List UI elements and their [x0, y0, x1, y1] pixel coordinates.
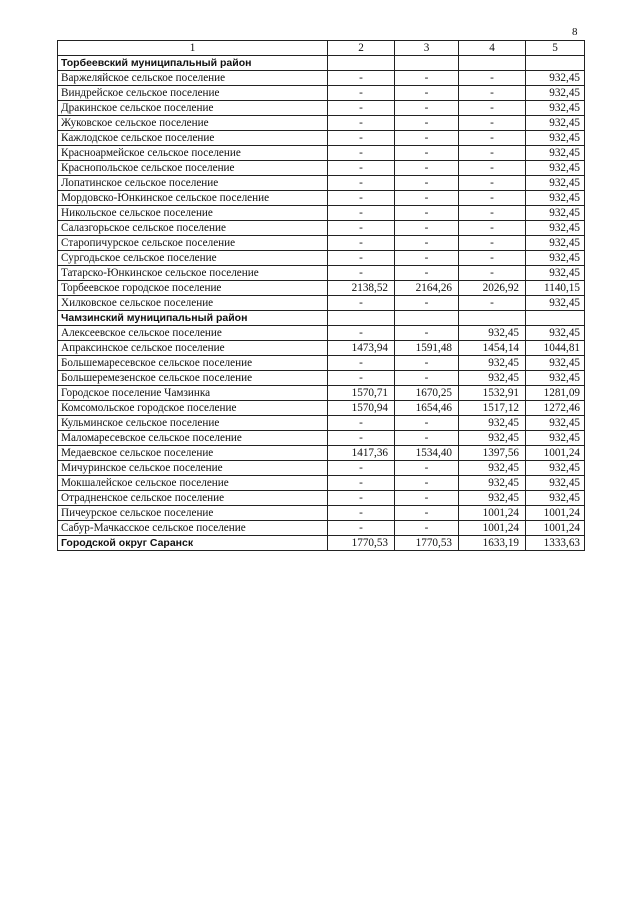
value-cell-col-2 — [328, 56, 395, 71]
settlement-name-cell: Торбеевский муниципальный район — [58, 56, 328, 71]
table-row — [58, 221, 585, 236]
value-cell-col-4: - — [459, 146, 526, 161]
value-cell-col-2: - — [328, 131, 395, 146]
value-cell-col-3: - — [395, 461, 459, 476]
value-cell-col-3 — [395, 311, 459, 326]
value-cell-col-5: 932,45 — [526, 416, 585, 431]
table-row — [58, 386, 585, 401]
rates-table — [57, 40, 585, 551]
value-cell-col-4: 932,45 — [459, 431, 526, 446]
value-cell-col-2: - — [328, 176, 395, 191]
value-cell-col-2: - — [328, 416, 395, 431]
table-body — [58, 41, 585, 551]
value-cell-col-4: - — [459, 266, 526, 281]
value-cell-col-2: 1570,71 — [328, 386, 395, 401]
value-cell-col-2: - — [328, 431, 395, 446]
value-cell-col-3: - — [395, 221, 459, 236]
settlement-name-cell: Городское поселение Чамзинка — [58, 386, 328, 401]
settlement-name-cell: Салазгорьское сельское поселение — [58, 221, 328, 236]
value-cell-col-2: - — [328, 206, 395, 221]
value-cell-col-2 — [328, 311, 395, 326]
value-cell-col-4: 932,45 — [459, 356, 526, 371]
settlement-name-cell: Дракинское сельское поселение — [58, 101, 328, 116]
table-row — [58, 356, 585, 371]
value-cell-col-3: - — [395, 506, 459, 521]
value-cell-col-2: 1570,94 — [328, 401, 395, 416]
settlement-name-cell: Мокшалейское сельское поселение — [58, 476, 328, 491]
value-cell-col-4: 1001,24 — [459, 521, 526, 536]
value-cell-col-5: 932,45 — [526, 116, 585, 131]
value-cell-col-2: - — [328, 296, 395, 311]
value-cell-col-4: - — [459, 131, 526, 146]
value-cell-col-3: - — [395, 356, 459, 371]
table-row — [58, 431, 585, 446]
table-row — [58, 401, 585, 416]
value-cell-col-2: 1473,94 — [328, 341, 395, 356]
value-cell-col-3: - — [395, 176, 459, 191]
value-cell-col-3: 1591,48 — [395, 341, 459, 356]
value-cell-col-4: 932,45 — [459, 461, 526, 476]
value-cell-col-3: - — [395, 161, 459, 176]
value-cell-col-4: - — [459, 86, 526, 101]
table-row — [58, 146, 585, 161]
table-row — [58, 161, 585, 176]
value-cell-col-4: - — [459, 206, 526, 221]
value-cell-col-5: 932,45 — [526, 101, 585, 116]
header-col-5: 5 — [526, 41, 585, 56]
value-cell-col-5 — [526, 56, 585, 71]
table-row — [58, 521, 585, 536]
page-number: 8 — [572, 26, 578, 38]
table-row — [58, 296, 585, 311]
value-cell-col-5: 1140,15 — [526, 281, 585, 296]
value-cell-col-2: - — [328, 146, 395, 161]
settlement-name-cell: Городской округ Саранск — [58, 536, 328, 551]
value-cell-col-5: 932,45 — [526, 371, 585, 386]
table-header-row — [58, 41, 585, 56]
header-col-2: 2 — [328, 41, 395, 56]
value-cell-col-3: - — [395, 236, 459, 251]
value-cell-col-4 — [459, 56, 526, 71]
table-row — [58, 131, 585, 146]
table-row — [58, 251, 585, 266]
settlement-name-cell: Чамзинский муниципальный район — [58, 311, 328, 326]
value-cell-col-5: 932,45 — [526, 461, 585, 476]
settlement-name-cell: Виндрейское сельское поселение — [58, 86, 328, 101]
value-cell-col-4: 2026,92 — [459, 281, 526, 296]
value-cell-col-4 — [459, 311, 526, 326]
table-row — [58, 416, 585, 431]
value-cell-col-2: - — [328, 266, 395, 281]
header-col-3: 3 — [395, 41, 459, 56]
value-cell-col-4: - — [459, 101, 526, 116]
value-cell-col-2: - — [328, 476, 395, 491]
value-cell-col-4: - — [459, 251, 526, 266]
settlement-name-cell: Татарско-Юнкинское сельское поселение — [58, 266, 328, 281]
value-cell-col-3: - — [395, 101, 459, 116]
value-cell-col-4: - — [459, 116, 526, 131]
value-cell-col-2: - — [328, 86, 395, 101]
value-cell-col-3: - — [395, 521, 459, 536]
value-cell-col-5: 932,45 — [526, 251, 585, 266]
value-cell-col-4: 1454,14 — [459, 341, 526, 356]
table-row — [58, 326, 585, 341]
table-row — [58, 206, 585, 221]
table-row — [58, 506, 585, 521]
value-cell-col-3: - — [395, 71, 459, 86]
value-cell-col-5: 1272,46 — [526, 401, 585, 416]
value-cell-col-4: - — [459, 296, 526, 311]
value-cell-col-3: 1654,46 — [395, 401, 459, 416]
value-cell-col-5: 932,45 — [526, 161, 585, 176]
value-cell-col-2: - — [328, 521, 395, 536]
value-cell-col-4: - — [459, 161, 526, 176]
table-row — [58, 461, 585, 476]
value-cell-col-5: 932,45 — [526, 176, 585, 191]
value-cell-col-2: - — [328, 356, 395, 371]
value-cell-col-3 — [395, 56, 459, 71]
value-cell-col-2: 1417,36 — [328, 446, 395, 461]
value-cell-col-2: - — [328, 326, 395, 341]
value-cell-col-4: - — [459, 236, 526, 251]
settlement-name-cell: Отрадненское сельское поселение — [58, 491, 328, 506]
value-cell-col-3: 2164,26 — [395, 281, 459, 296]
settlement-name-cell: Сургодьское сельское поселение — [58, 251, 328, 266]
value-cell-col-3: - — [395, 116, 459, 131]
value-cell-col-5: 932,45 — [526, 146, 585, 161]
value-cell-col-2: 2138,52 — [328, 281, 395, 296]
value-cell-col-3: - — [395, 131, 459, 146]
settlement-name-cell: Краснопольское сельское поселение — [58, 161, 328, 176]
value-cell-col-5: 932,45 — [526, 86, 585, 101]
value-cell-col-3: - — [395, 416, 459, 431]
value-cell-col-2: - — [328, 491, 395, 506]
settlement-name-cell: Жуковское сельское поселение — [58, 116, 328, 131]
value-cell-col-2: - — [328, 161, 395, 176]
settlement-name-cell: Никольское сельское поселение — [58, 206, 328, 221]
value-cell-col-3: - — [395, 296, 459, 311]
value-cell-col-2: 1770,53 — [328, 536, 395, 551]
value-cell-col-3: - — [395, 251, 459, 266]
value-cell-col-5: 932,45 — [526, 191, 585, 206]
value-cell-col-2: - — [328, 71, 395, 86]
value-cell-col-4: 932,45 — [459, 371, 526, 386]
value-cell-col-4: 932,45 — [459, 491, 526, 506]
settlement-name-cell: Кульминское сельское поселение — [58, 416, 328, 431]
header-col-4: 4 — [459, 41, 526, 56]
table-row — [58, 371, 585, 386]
settlement-name-cell: Кажлодское сельское поселение — [58, 131, 328, 146]
table-row — [58, 266, 585, 281]
value-cell-col-3: - — [395, 191, 459, 206]
table-row — [58, 491, 585, 506]
value-cell-col-3: - — [395, 326, 459, 341]
table-row — [58, 476, 585, 491]
value-cell-col-5: 932,45 — [526, 326, 585, 341]
value-cell-col-5: 1044,81 — [526, 341, 585, 356]
settlement-name-cell: Мичуринское сельское поселение — [58, 461, 328, 476]
group-header-row — [58, 311, 585, 326]
value-cell-col-5: 1333,63 — [526, 536, 585, 551]
header-col-1: 1 — [58, 41, 328, 56]
value-cell-col-4: 1633,19 — [459, 536, 526, 551]
value-cell-col-4: 932,45 — [459, 476, 526, 491]
value-cell-col-3: - — [395, 266, 459, 281]
value-cell-col-3: - — [395, 206, 459, 221]
settlement-name-cell: Маломаресевское сельское поселение — [58, 431, 328, 446]
value-cell-col-2: - — [328, 506, 395, 521]
value-cell-col-2: - — [328, 116, 395, 131]
value-cell-col-5: 932,45 — [526, 266, 585, 281]
table-row — [58, 236, 585, 251]
value-cell-col-5: 932,45 — [526, 296, 585, 311]
value-cell-col-2: - — [328, 371, 395, 386]
value-cell-col-3: - — [395, 431, 459, 446]
value-cell-col-5: 932,45 — [526, 431, 585, 446]
table-row — [58, 191, 585, 206]
settlement-name-cell: Медаевское сельское поселение — [58, 446, 328, 461]
settlement-name-cell: Варжеляйское сельское поселение — [58, 71, 328, 86]
settlement-name-cell: Лопатинское сельское поселение — [58, 176, 328, 191]
value-cell-col-4: - — [459, 221, 526, 236]
value-cell-col-4: - — [459, 191, 526, 206]
value-cell-col-4: 932,45 — [459, 416, 526, 431]
table-row — [58, 71, 585, 86]
settlement-name-cell: Пичеурское сельское поселение — [58, 506, 328, 521]
value-cell-col-4: 1397,56 — [459, 446, 526, 461]
table-row — [58, 281, 585, 296]
settlement-name-cell: Красноармейское сельское поселение — [58, 146, 328, 161]
settlement-name-cell: Большемаресевское сельское поселение — [58, 356, 328, 371]
table-row — [58, 341, 585, 356]
total-row — [58, 536, 585, 551]
settlement-name-cell: Старопичурское сельское поселение — [58, 236, 328, 251]
value-cell-col-4: - — [459, 176, 526, 191]
value-cell-col-4: 1517,12 — [459, 401, 526, 416]
value-cell-col-4: 1532,91 — [459, 386, 526, 401]
settlement-name-cell: Мордовско-Юнкинское сельское поселение — [58, 191, 328, 206]
value-cell-col-5: 932,45 — [526, 71, 585, 86]
value-cell-col-3: 1670,25 — [395, 386, 459, 401]
value-cell-col-5: 1001,24 — [526, 521, 585, 536]
value-cell-col-5: 932,45 — [526, 236, 585, 251]
value-cell-col-2: - — [328, 221, 395, 236]
value-cell-col-5 — [526, 311, 585, 326]
value-cell-col-5: 932,45 — [526, 131, 585, 146]
settlement-name-cell: Хилковское сельское поселение — [58, 296, 328, 311]
settlement-name-cell: Торбеевское городское поселение — [58, 281, 328, 296]
value-cell-col-5: 932,45 — [526, 206, 585, 221]
value-cell-col-5: 1281,09 — [526, 386, 585, 401]
table-row — [58, 86, 585, 101]
value-cell-col-5: 932,45 — [526, 476, 585, 491]
table-row — [58, 101, 585, 116]
value-cell-col-5: 932,45 — [526, 221, 585, 236]
value-cell-col-5: 1001,24 — [526, 506, 585, 521]
value-cell-col-4: 932,45 — [459, 326, 526, 341]
settlement-name-cell: Алексеевское сельское поселение — [58, 326, 328, 341]
value-cell-col-2: - — [328, 101, 395, 116]
settlement-name-cell: Апраксинское сельское поселение — [58, 341, 328, 356]
value-cell-col-2: - — [328, 191, 395, 206]
value-cell-col-3: 1770,53 — [395, 536, 459, 551]
value-cell-col-5: 932,45 — [526, 491, 585, 506]
group-header-row — [58, 56, 585, 71]
settlement-name-cell: Комсомольское городское поселение — [58, 401, 328, 416]
value-cell-col-5: 1001,24 — [526, 446, 585, 461]
value-cell-col-4: - — [459, 71, 526, 86]
value-cell-col-3: - — [395, 491, 459, 506]
value-cell-col-4: 1001,24 — [459, 506, 526, 521]
settlement-name-cell: Большеремезенское сельское поселение — [58, 371, 328, 386]
settlement-name-cell: Сабур-Мачкасское сельское поселение — [58, 521, 328, 536]
table-row — [58, 116, 585, 131]
value-cell-col-3: - — [395, 86, 459, 101]
value-cell-col-3: - — [395, 476, 459, 491]
value-cell-col-5: 932,45 — [526, 356, 585, 371]
value-cell-col-3: 1534,40 — [395, 446, 459, 461]
value-cell-col-2: - — [328, 236, 395, 251]
table-row — [58, 176, 585, 191]
value-cell-col-2: - — [328, 461, 395, 476]
table-row — [58, 446, 585, 461]
value-cell-col-3: - — [395, 371, 459, 386]
value-cell-col-3: - — [395, 146, 459, 161]
value-cell-col-2: - — [328, 251, 395, 266]
